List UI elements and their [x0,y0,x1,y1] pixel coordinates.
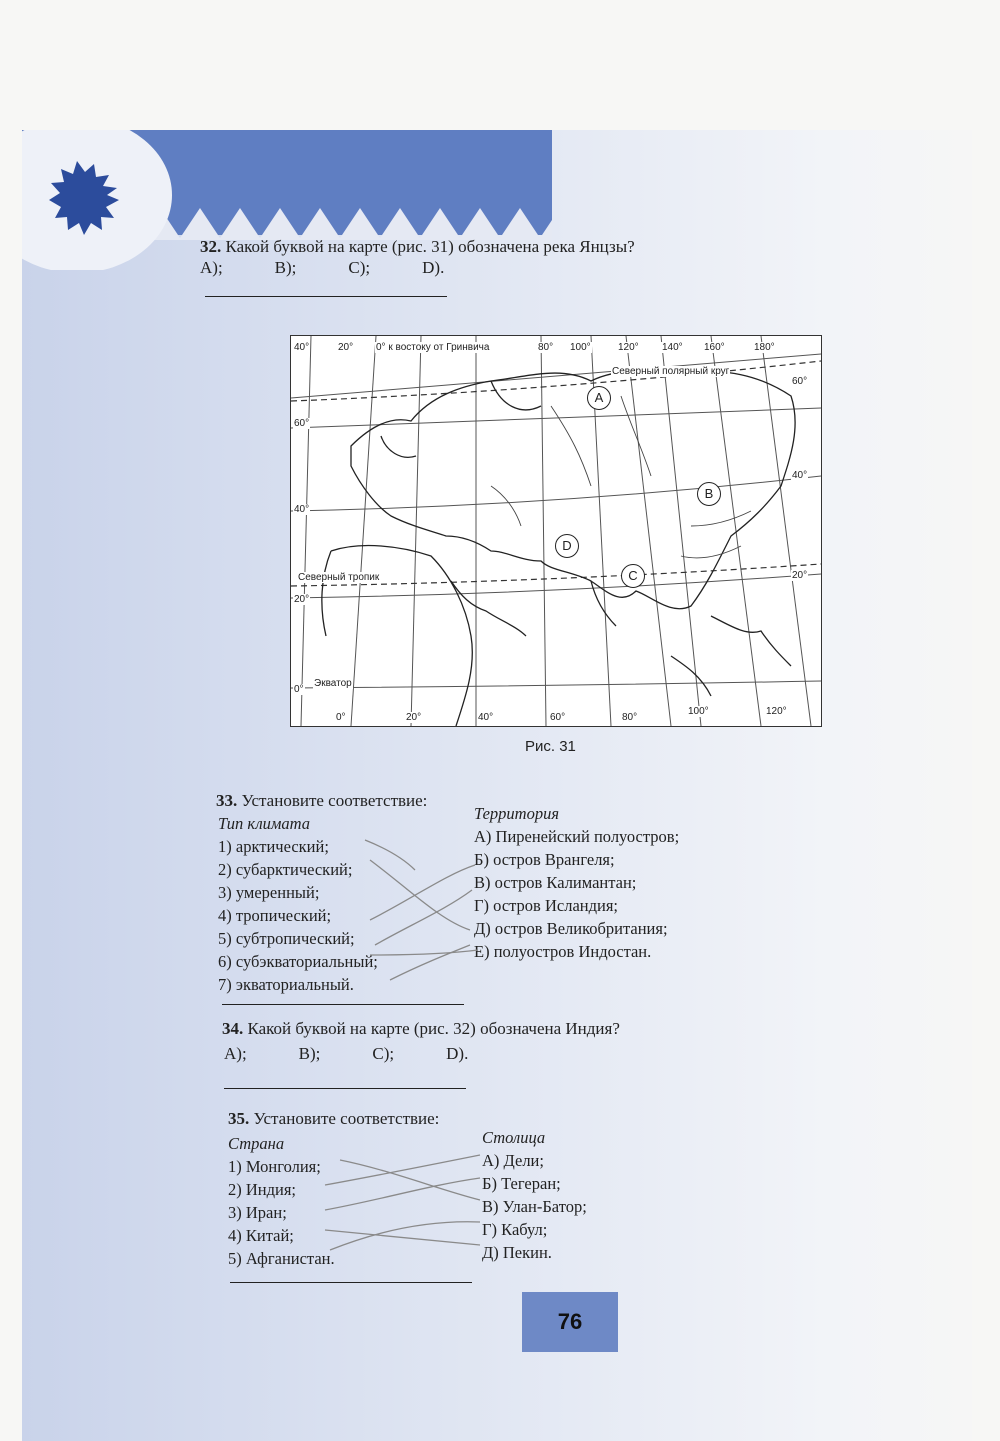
answer-line-32[interactable] [205,296,447,297]
option-b[interactable]: B); [298,1044,321,1063]
degree-label: 80° [538,342,554,353]
option-a[interactable]: A); [224,1044,247,1063]
degree-label: 100° [688,706,709,717]
degree-label: 20° [338,342,354,353]
option-a[interactable]: A); [200,258,223,277]
map-marker-d[interactable]: D [555,534,579,558]
column-heading: Тип климата [218,814,311,833]
question-33 [216,790,427,812]
list-item: Е) полуостров Индостан. [474,942,652,961]
tropic-label: Северный тропик [298,572,380,583]
list-item: А) Дели; [482,1151,544,1170]
list-item: 1) Монголия; [228,1157,321,1176]
degree-label: 0° [294,684,304,695]
list-item: 3) Иран; [228,1203,287,1222]
question-number: 34. [222,1019,244,1038]
list-item: 5) Афганистан. [228,1249,335,1268]
option-b[interactable]: B); [274,258,297,277]
map-marker-c[interactable]: C [621,564,645,588]
degree-label: 20° [294,594,310,605]
degree-label: 160° [704,342,725,353]
option-c[interactable]: C); [348,258,371,277]
list-item: 7) экваториальный. [218,975,354,994]
option-d[interactable]: D). [422,258,445,277]
degree-label: 60° [792,376,808,387]
degree-label: 60° [550,712,566,723]
map-marker-a[interactable]: A [587,386,611,410]
answer-options-32 [200,258,496,278]
list-item: 5) субтропический; [218,929,355,948]
degree-label: 0° к востоку от Гринвича [376,342,490,353]
degree-label: 140° [662,342,683,353]
climate-type-list [218,812,378,996]
degree-label: 40° [478,712,494,723]
degree-label: 40° [294,504,310,515]
star-emblem-icon [22,130,172,270]
capital-list [482,1126,587,1264]
column-heading: Территория [474,804,559,823]
question-number: 33. [216,791,238,810]
degree-label: 120° [766,706,787,717]
degree-label: 20° [792,570,808,581]
degree-label: 40° [294,342,310,353]
degree-label: 120° [618,342,639,353]
list-item: А) Пиренейский полуостров; [474,827,680,846]
answer-line-34[interactable] [224,1088,466,1089]
country-list [228,1132,335,1270]
option-c[interactable]: C); [372,1044,395,1063]
question-32 [200,236,635,258]
question-34 [222,1018,620,1040]
question-number: 35. [228,1109,250,1128]
list-item: Г) Кабул; [482,1220,548,1239]
list-item: 2) Индия; [228,1180,297,1199]
map-marker-b[interactable]: B [697,482,721,506]
degree-label: 40° [792,470,808,481]
arctic-circle-label: Северный полярный круг [612,366,730,377]
page-number: 76 [522,1292,618,1352]
question-text: Какой буквой на карте (рис. 32) обозначена Индия? [247,1019,620,1038]
question-text: Какой буквой на карте (рис. 31) обозначена река Янцзы? [225,237,635,256]
column-heading: Страна [228,1134,285,1153]
list-item: 1) арктический; [218,837,329,856]
degree-label: 60° [294,418,310,429]
list-item: 4) Китай; [228,1226,294,1245]
equator-label: Экватор [314,678,352,689]
answer-line-33[interactable] [222,1004,464,1005]
list-item: 4) тропический; [218,906,332,925]
list-item: 3) умеренный; [218,883,320,902]
list-item: Д) Пекин. [482,1243,552,1262]
zigzag-border [140,200,552,240]
column-heading: Столица [482,1128,546,1147]
figure-caption: Рис. 31 [525,738,576,755]
degree-label: 180° [754,342,775,353]
territory-list [474,802,679,963]
question-text: Установите соответствие: [241,791,428,810]
option-d[interactable]: D). [446,1044,469,1063]
degree-label: 80° [622,712,638,723]
list-item: В) остров Калимантан; [474,873,637,892]
list-item: В) Улан-Батор; [482,1197,587,1216]
list-item: 6) субэкваториальный; [218,952,378,971]
question-35 [228,1108,439,1130]
degree-label: 20° [406,712,422,723]
question-text: Установите соответствие: [253,1109,440,1128]
list-item: Б) остров Врангеля; [474,850,615,869]
list-item: Д) остров Великобритания; [474,919,668,938]
degree-label: 0° [336,712,346,723]
degree-label: 100° [570,342,591,353]
answer-line-35[interactable] [230,1282,472,1283]
map-figure-31 [290,335,822,727]
list-item: Г) остров Исландия; [474,896,618,915]
list-item: Б) Тегеран; [482,1174,561,1193]
answer-options-34 [224,1044,520,1064]
question-number: 32. [200,237,222,256]
list-item: 2) субарктический; [218,860,353,879]
map-drawing [291,336,821,726]
